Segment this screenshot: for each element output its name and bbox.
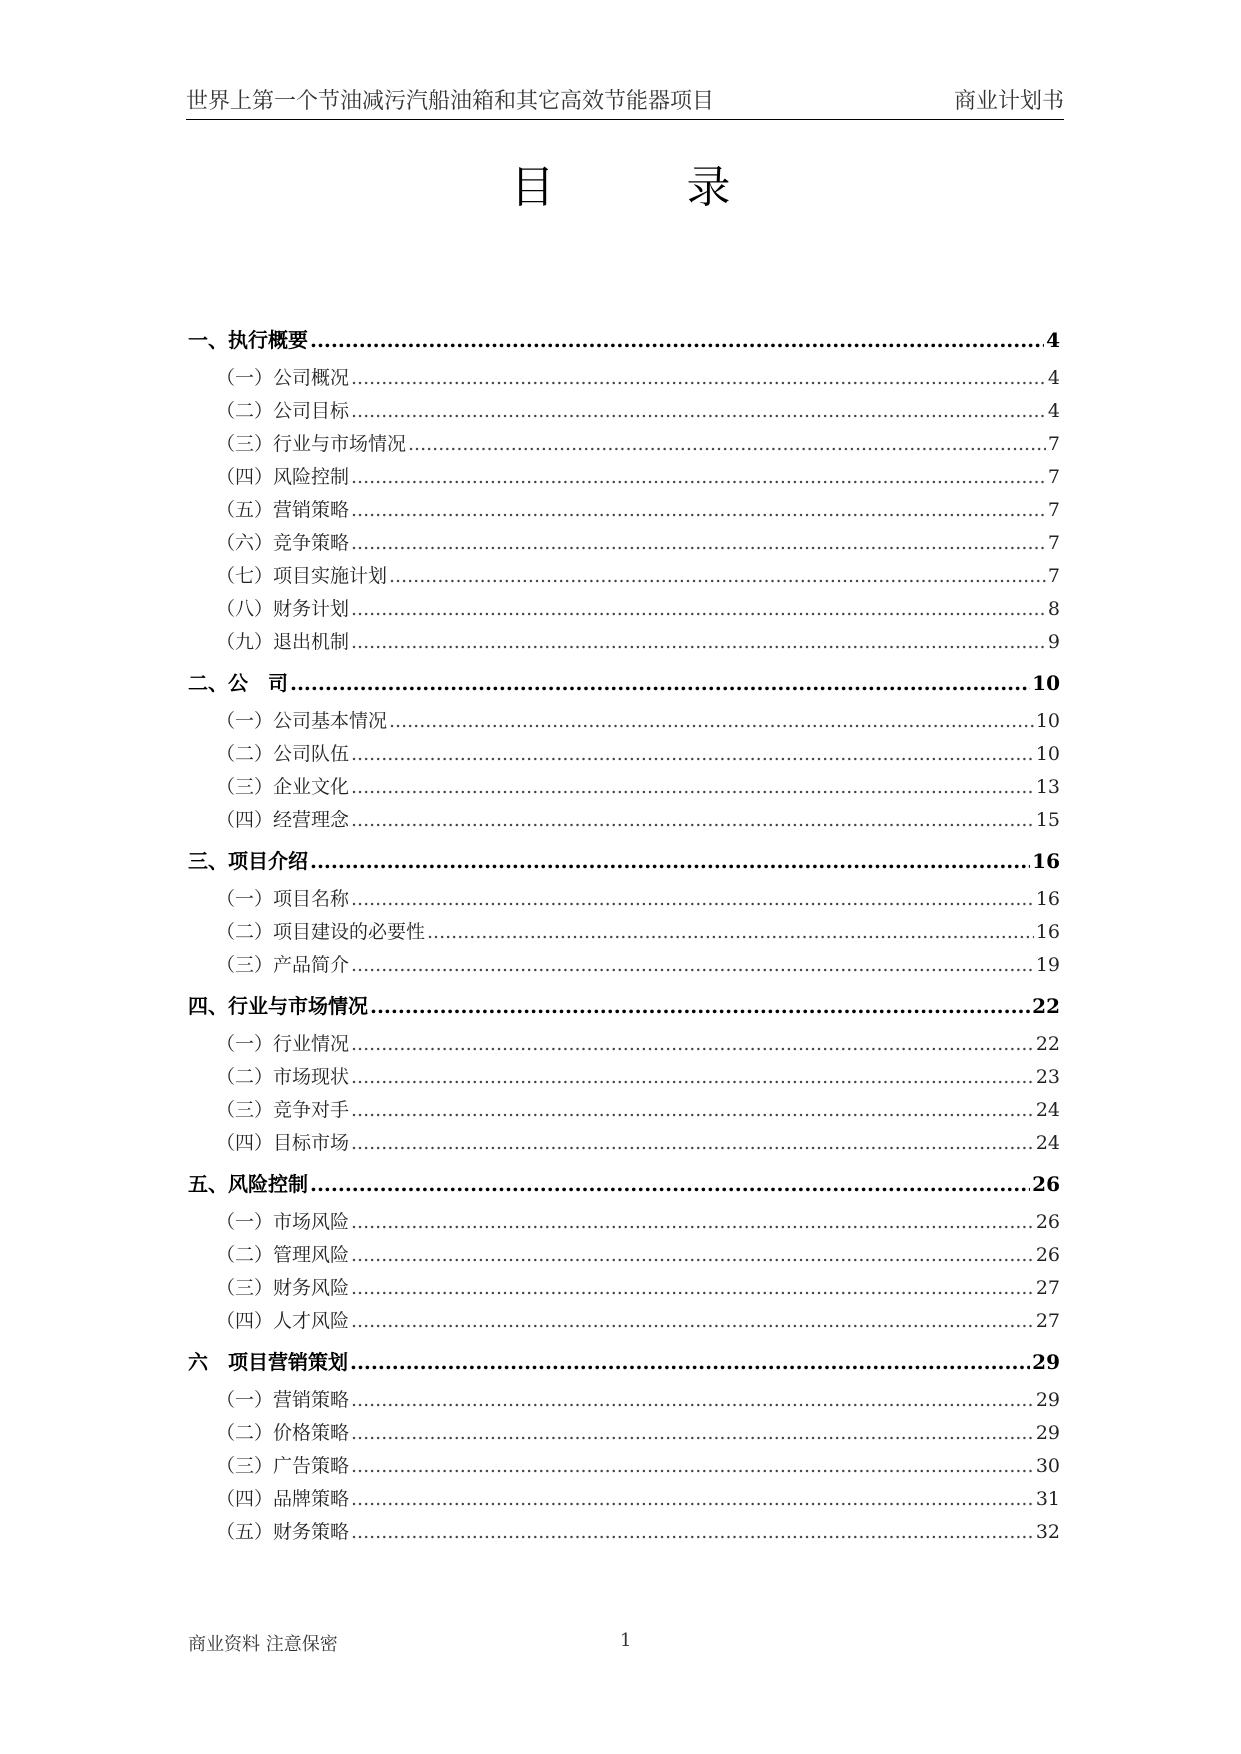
toc-entry-label: （一）项目名称 [216, 888, 350, 910]
toc-entry-page: 16 [1035, 888, 1060, 910]
toc-entry-label: （二）公司队伍 [216, 743, 350, 765]
toc-dot-leader [351, 626, 1046, 659]
toc-subsection-entry[interactable] [188, 1384, 1060, 1417]
toc-entry-page: 31 [1035, 1488, 1060, 1510]
toc-dot-leader [351, 738, 1034, 771]
toc-entry-page: 32 [1035, 1521, 1060, 1543]
toc-section-entry[interactable] [188, 1340, 1060, 1384]
toc-subsection-entry[interactable] [188, 428, 1060, 461]
toc-subsection-entry[interactable] [188, 705, 1060, 738]
toc-entry-label: （三）企业文化 [216, 776, 350, 798]
toc-entry-label: （一）营销策略 [216, 1389, 350, 1411]
toc-entry-label: （三）财务风险 [216, 1277, 350, 1299]
toc-dot-leader [350, 1340, 1030, 1384]
toc-dot-leader [290, 661, 1030, 705]
toc-entry-label: （二）项目建设的必要性 [216, 921, 426, 943]
toc-entry-label: 六 项目营销策划 [188, 1350, 348, 1374]
toc-entry-page: 7 [1047, 499, 1060, 521]
toc-subsection-entry[interactable] [188, 593, 1060, 626]
toc-section-entry[interactable] [188, 318, 1060, 362]
toc-entry-label: （三）竞争对手 [216, 1099, 350, 1121]
toc-entry-page: 15 [1035, 809, 1060, 831]
toc-entry-label: （一）行业情况 [216, 1033, 350, 1055]
toc-entry-page: 16 [1032, 849, 1060, 873]
toc-dot-leader [351, 1272, 1034, 1305]
toc-entry-label: （二）价格策略 [216, 1422, 350, 1444]
toc-subsection-entry[interactable] [188, 560, 1060, 593]
toc-dot-leader [351, 804, 1034, 837]
toc-entry-page: 26 [1035, 1244, 1060, 1266]
toc-entry-label: （一）公司基本情况 [216, 710, 388, 732]
toc-section-entry[interactable] [188, 984, 1060, 1028]
toc-dot-leader [351, 1239, 1034, 1272]
toc-subsection-entry[interactable] [188, 1483, 1060, 1516]
toc-entry-page: 16 [1035, 921, 1060, 943]
toc-entry-page: 4 [1046, 328, 1060, 352]
toc-section-entry[interactable] [188, 661, 1060, 705]
toc-subsection-entry[interactable] [188, 771, 1060, 804]
toc-subsection-entry[interactable] [188, 362, 1060, 395]
toc-entry-page: 7 [1047, 532, 1060, 554]
toc-entry-label: （四）经营理念 [216, 809, 350, 831]
header-project-title: 世界上第一个节油减污汽船油箱和其它高效节能器项目 [186, 89, 715, 114]
toc-entry-page: 10 [1032, 671, 1060, 695]
toc-entry-label: （九）退出机制 [216, 631, 350, 653]
toc-entry-label: 二、公 司 [188, 671, 288, 695]
toc-dot-leader [389, 560, 1046, 593]
toc-entry-page: 7 [1047, 565, 1060, 587]
toc-entry-label: 五、风险控制 [188, 1172, 308, 1196]
header-doc-type: 商业计划书 [953, 89, 1064, 114]
toc-dot-leader [351, 1450, 1034, 1483]
toc-subsection-entry[interactable] [188, 883, 1060, 916]
page-footer [188, 1630, 1060, 1660]
toc-entry-page: 4 [1047, 400, 1060, 422]
toc-dot-leader [351, 949, 1034, 982]
toc-subsection-entry[interactable] [188, 916, 1060, 949]
toc-entry-label: 三、项目介绍 [188, 849, 308, 873]
toc-entry-page: 22 [1032, 994, 1060, 1018]
toc-entry-label: （三）行业与市场情况 [216, 433, 407, 455]
toc-entry-page: 29 [1032, 1350, 1060, 1374]
toc-subsection-entry[interactable] [188, 395, 1060, 428]
toc-dot-leader [351, 1061, 1034, 1094]
table-of-contents [188, 316, 1060, 1549]
toc-dot-leader [351, 1384, 1034, 1417]
toc-entry-label: （四）品牌策略 [216, 1488, 350, 1510]
toc-subsection-entry[interactable] [188, 1206, 1060, 1239]
toc-subsection-entry[interactable] [188, 626, 1060, 659]
toc-entry-page: 10 [1035, 710, 1060, 732]
toc-entry-page: 26 [1032, 1172, 1060, 1196]
toc-entry-page: 8 [1047, 598, 1060, 620]
toc-entry-page: 22 [1035, 1033, 1060, 1055]
toc-section-entry[interactable] [188, 1162, 1060, 1206]
toc-entry-label: （三）产品简介 [216, 954, 350, 976]
toc-dot-leader [351, 461, 1046, 494]
toc-entry-label: 四、行业与市场情况 [188, 994, 368, 1018]
toc-entry-label: （二）市场现状 [216, 1066, 350, 1088]
toc-entry-page: 13 [1035, 776, 1060, 798]
page-number: 1 [620, 1630, 632, 1651]
toc-subsection-entry[interactable] [188, 1305, 1060, 1338]
toc-entry-label: （七）项目实施计划 [216, 565, 388, 587]
toc-subsection-entry[interactable] [188, 461, 1060, 494]
toc-dot-leader [351, 1127, 1034, 1160]
toc-dot-leader [427, 916, 1034, 949]
toc-entry-label: 一、执行概要 [188, 328, 308, 352]
toc-entry-page: 10 [1035, 743, 1060, 765]
toc-entry-label: （六）竞争策略 [216, 532, 350, 554]
toc-entry-label: （八）财务计划 [216, 598, 350, 620]
toc-subsection-entry[interactable] [188, 1061, 1060, 1094]
toc-entry-page: 23 [1035, 1066, 1060, 1088]
toc-subsection-entry[interactable] [188, 1094, 1060, 1127]
toc-dot-leader [351, 1417, 1034, 1450]
toc-dot-leader [351, 1516, 1034, 1549]
toc-entry-page: 30 [1035, 1455, 1060, 1477]
toc-entry-page: 19 [1035, 954, 1060, 976]
toc-entry-label: （一）市场风险 [216, 1211, 350, 1233]
toc-dot-leader [351, 494, 1046, 527]
toc-subsection-entry[interactable] [188, 949, 1060, 982]
toc-dot-leader [351, 883, 1034, 916]
toc-subsection-entry[interactable] [188, 1272, 1060, 1305]
toc-subsection-entry[interactable] [188, 1239, 1060, 1272]
toc-dot-leader [351, 1483, 1034, 1516]
toc-entry-page: 7 [1047, 433, 1060, 455]
toc-entry-label: （三）广告策略 [216, 1455, 350, 1477]
toc-subsection-entry[interactable] [188, 527, 1060, 560]
toc-entry-page: 24 [1035, 1099, 1060, 1121]
toc-dot-leader [351, 527, 1046, 560]
toc-subsection-entry[interactable] [188, 1028, 1060, 1061]
toc-subsection-entry[interactable] [188, 1417, 1060, 1450]
toc-dot-leader [351, 1206, 1034, 1239]
toc-subsection-entry[interactable] [188, 1450, 1060, 1483]
toc-dot-leader [310, 1162, 1030, 1206]
toc-entry-page: 4 [1047, 367, 1060, 389]
toc-entry-page: 7 [1047, 466, 1060, 488]
toc-dot-leader [351, 771, 1034, 804]
toc-entry-page: 29 [1035, 1422, 1060, 1444]
toc-subsection-entry[interactable] [188, 1127, 1060, 1160]
toc-entry-label: （四）风险控制 [216, 466, 350, 488]
toc-dot-leader [370, 984, 1030, 1028]
toc-dot-leader [351, 395, 1046, 428]
toc-entry-label: （五）财务策略 [216, 1521, 350, 1543]
toc-entry-page: 27 [1035, 1277, 1060, 1299]
toc-subsection-entry[interactable] [188, 494, 1060, 527]
toc-entry-page: 9 [1047, 631, 1060, 653]
page-header [186, 86, 1064, 120]
toc-dot-leader [310, 839, 1030, 883]
toc-subsection-entry[interactable] [188, 804, 1060, 837]
toc-dot-leader [351, 362, 1046, 395]
toc-subsection-entry[interactable] [188, 1516, 1060, 1549]
toc-dot-leader [310, 318, 1044, 362]
toc-entry-label: （四）人才风险 [216, 1310, 350, 1332]
toc-entry-page: 24 [1035, 1132, 1060, 1154]
toc-entry-page: 29 [1035, 1389, 1060, 1411]
toc-dot-leader [351, 1028, 1034, 1061]
toc-dot-leader [408, 428, 1046, 461]
confidential-notice: 商业资料 注意保密 [188, 1634, 338, 1655]
toc-entry-label: （四）目标市场 [216, 1132, 350, 1154]
toc-entry-label: （二）管理风险 [216, 1244, 350, 1266]
toc-entry-label: （一）公司概况 [216, 367, 350, 389]
toc-dot-leader [351, 1305, 1034, 1338]
toc-entry-page: 27 [1035, 1310, 1060, 1332]
toc-subsection-entry[interactable] [188, 738, 1060, 771]
toc-dot-leader [351, 1094, 1034, 1127]
toc-section-entry[interactable] [188, 839, 1060, 883]
toc-entry-label: （二）公司目标 [216, 400, 350, 422]
toc-entry-label: （五）营销策略 [216, 499, 350, 521]
toc-dot-leader [351, 593, 1046, 626]
toc-entry-page: 26 [1035, 1211, 1060, 1233]
toc-title: 目 录 [510, 162, 731, 213]
toc-dot-leader [389, 705, 1034, 738]
